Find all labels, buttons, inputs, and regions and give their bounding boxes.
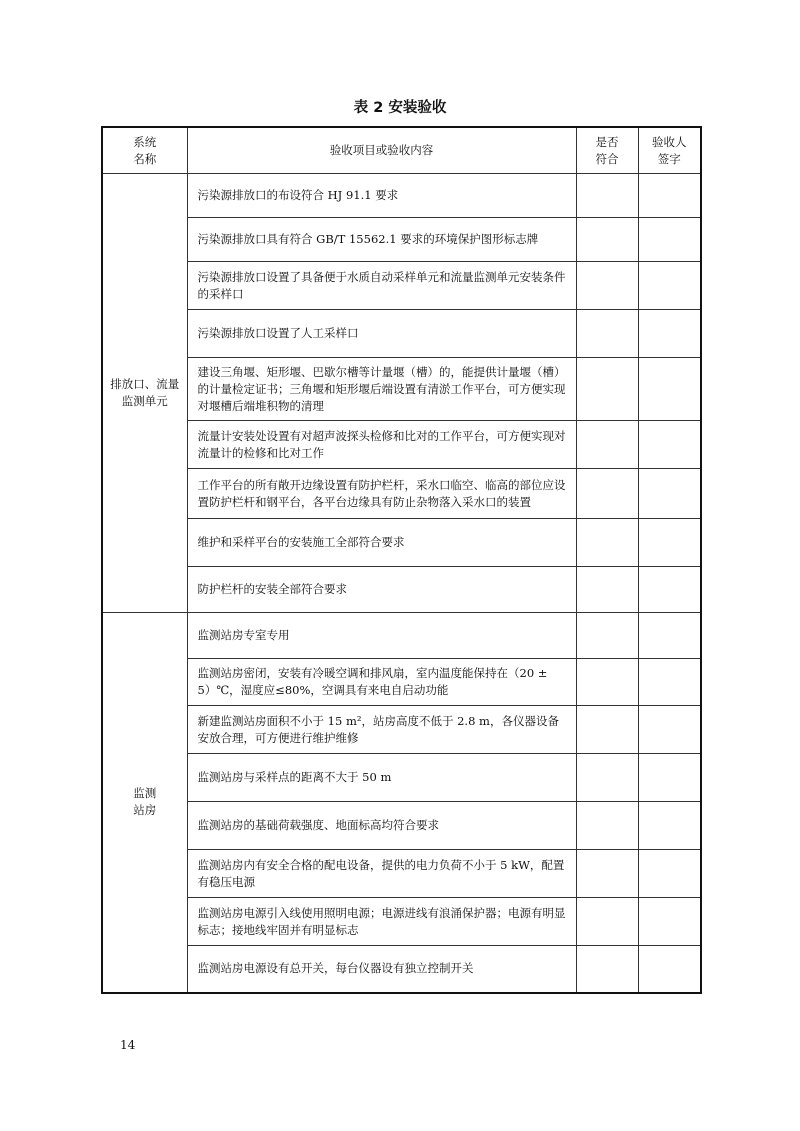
- system-label-line2: 站房: [133, 803, 157, 818]
- item-text: 污染源排放口的布设符合 HJ 91.1 要求: [187, 174, 576, 218]
- signature-cell[interactable]: [638, 358, 701, 421]
- table-row: [102, 218, 701, 262]
- signature-cell[interactable]: [638, 946, 701, 993]
- signature-cell[interactable]: [638, 174, 701, 218]
- system-cell-station-room: [102, 613, 187, 993]
- item-text: 监测站房电源设有总开关，每台仪器设有独立控制开关: [187, 946, 576, 993]
- table-header-row: [102, 127, 701, 174]
- signature-cell[interactable]: [638, 613, 701, 659]
- item-text: 监测站房专室专用: [187, 613, 576, 659]
- header-system-line2: 名称: [133, 151, 157, 166]
- signature-cell[interactable]: [638, 469, 701, 519]
- item-text: 监测站房电源引入线使用照明电源；电源进线有浪涌保护器；电源有明显标志；接地线牢固并有明显标志: [187, 898, 576, 946]
- item-text: 维护和采样平台的安装施工全部符合要求: [187, 519, 576, 567]
- header-compliant: [576, 127, 638, 174]
- item-text: 防护栏杆的安装全部符合要求: [187, 567, 576, 613]
- item-text: 流量计安装处设置有对超声波探头检修和比对的工作平台，可方便实现对流量计的检修和比对工作: [187, 421, 576, 469]
- table-row: [102, 519, 701, 567]
- signature-cell[interactable]: [638, 706, 701, 754]
- item-text: 污染源排放口设置了具备便于水质自动采样单元和流量监测单元安装条件的采样口: [187, 262, 576, 310]
- signature-cell[interactable]: [638, 850, 701, 898]
- item-text: 建设三角堰、矩形堰、巴歇尔槽等计量堰（槽）的，能提供计量堰（槽）的计量检定证书；三角堰和矩形堰后端设置有清淤工作平台，可方便实现对堰槽后端堆积物的清理: [187, 358, 576, 421]
- header-content: 验收项目或验收内容: [187, 127, 576, 174]
- signature-cell[interactable]: [638, 262, 701, 310]
- compliant-cell[interactable]: [576, 898, 638, 946]
- header-compliant-line1: 是否: [595, 134, 619, 149]
- header-system: [102, 127, 187, 174]
- table-row: [102, 659, 701, 706]
- system-cell-outlet-flow: [102, 174, 187, 613]
- compliant-cell[interactable]: [576, 519, 638, 567]
- table-row: [102, 262, 701, 310]
- compliant-cell[interactable]: [576, 218, 638, 262]
- compliant-cell[interactable]: [576, 850, 638, 898]
- compliant-cell[interactable]: [576, 613, 638, 659]
- signature-cell[interactable]: [638, 421, 701, 469]
- system-label-line1: 排放口、流量: [110, 377, 180, 391]
- table-row: [102, 421, 701, 469]
- signature-cell[interactable]: [638, 519, 701, 567]
- table-row: [102, 754, 701, 802]
- signature-cell[interactable]: [638, 567, 701, 613]
- compliant-cell[interactable]: [576, 659, 638, 706]
- signature-cell[interactable]: [638, 754, 701, 802]
- compliant-cell[interactable]: [576, 262, 638, 310]
- compliant-cell[interactable]: [576, 421, 638, 469]
- item-text: 污染源排放口设置了人工采样口: [187, 310, 576, 358]
- signature-cell[interactable]: [638, 898, 701, 946]
- compliant-cell[interactable]: [576, 469, 638, 519]
- item-text: 污染源排放口具有符合 GB/T 15562.1 要求的环境保护图形标志牌: [187, 218, 576, 262]
- system-label-line1: 监测: [133, 786, 157, 801]
- table-row: [102, 469, 701, 519]
- signature-cell[interactable]: [638, 802, 701, 850]
- table-row: [102, 310, 701, 358]
- page-title: 表 2 安装验收: [353, 100, 447, 116]
- compliant-cell[interactable]: [576, 706, 638, 754]
- item-text: 监测站房与采样点的距离不大于 50 m: [187, 754, 576, 802]
- header-compliant-line2: 符合: [595, 151, 619, 166]
- header-signature-line1: 验收人: [652, 134, 687, 149]
- system-label-line2: 监测单元: [121, 394, 168, 408]
- signature-cell[interactable]: [638, 218, 701, 262]
- compliant-cell[interactable]: [576, 754, 638, 802]
- table-row: [102, 567, 701, 613]
- page-number: 14: [120, 1038, 136, 1052]
- table-row: [102, 946, 701, 993]
- table-row: [102, 174, 701, 218]
- signature-cell[interactable]: [638, 659, 701, 706]
- item-text: 监测站房内有安全合格的配电设备，提供的电力负荷不小于 5 kW，配置有稳压电源: [187, 850, 576, 898]
- compliant-cell[interactable]: [576, 358, 638, 421]
- table-row: [102, 358, 701, 421]
- table-row: [102, 850, 701, 898]
- item-text: 新建监测站房面积不小于 15 m²，站房高度不低于 2.8 m，各仪器设备安放合理，可方便进行维护维修: [187, 706, 576, 754]
- table-row: [102, 802, 701, 850]
- item-text: 监测站房密闭，安装有冷暖空调和排风扇，室内温度能保持在（20 ± 5）℃，湿度应≤80%，空调具有来电自启动功能: [187, 659, 576, 706]
- compliant-cell[interactable]: [576, 802, 638, 850]
- table-row: [102, 613, 701, 659]
- item-text: 工作平台的所有敞开边缘设置有防护栏杆，采水口临空、临高的部位应设置防护栏杆和钢平台，各平台边缘具有防止杂物落入采水口的装置: [187, 469, 576, 519]
- item-text: 监测站房的基础荷载强度、地面标高均符合要求: [187, 802, 576, 850]
- compliant-cell[interactable]: [576, 946, 638, 993]
- table-row: [102, 898, 701, 946]
- signature-cell[interactable]: [638, 310, 701, 358]
- header-system-line1: 系统: [133, 134, 157, 149]
- header-signature-line2: 签字: [657, 151, 681, 166]
- table-row: [102, 706, 701, 754]
- header-signature: [638, 127, 701, 174]
- acceptance-table: [101, 126, 702, 994]
- compliant-cell[interactable]: [576, 567, 638, 613]
- compliant-cell[interactable]: [576, 310, 638, 358]
- compliant-cell[interactable]: [576, 174, 638, 218]
